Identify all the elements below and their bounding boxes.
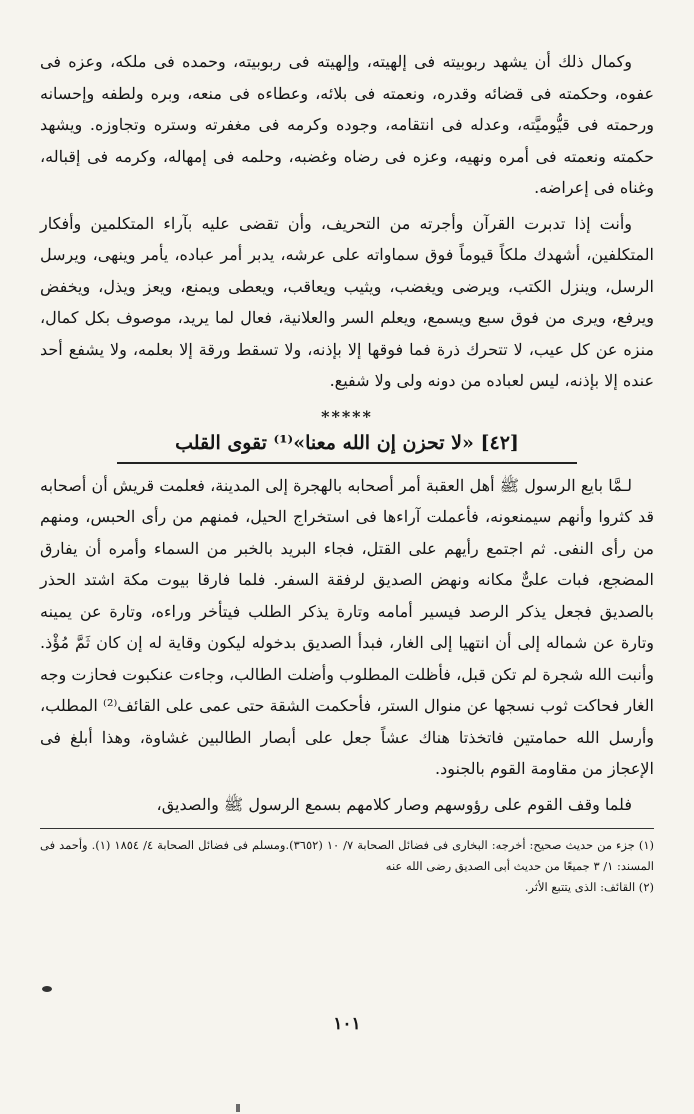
section-paragraph-1: لـمَّا بايع الرسول ﷺ أهل العقبة أمر أصحابه بالهجرة إلى المدينة، فعلمت قريش أن أصحابه قد كثروا وأنهم سيمنعونه، فأعملت آراءها فى استخراج الحيل، فمنهم من رأى الحبس، ومنهم من رأى النفى. ثم اجتمع رأيهم على القتل، فجاء البريد بالخبر من السماء وأمره أن يفارق المضجع، فبات علىٌّ مكانه ونهض الصديق لرفقة السفر. فلما فارقا بيوت مكة اشتد الحذر بالصديق فجعل يذكر الرصد فيسير أمامه وتارة يذكر الطلب فيتأخر وراءه، وتارة عن يمينه وتارة عن شماله إلى أن انتهيا إلى الغار، فبدأ الصديق بدخوله ليكون وقاية له إن كان ثَمَّ مُؤْذ. وأنبت الله شجرة لم تكن قبل، فأظلت المطلوب وأضلت الطالب، وجاءت عنكبوت فحازت وجه الغار فحاكت ثوب نسجها عن منوال الستر، فأحكمت الشقة حتى عمى على القائف⁽²⁾ المطلب، وأرسل الله حمامتين فاتخذتا هناك عشاً جعل على أبصار الطالبين غشاوة، وهذا أبلغ فى الإعجاز من مقاومة القوم بالجنود. [40, 475, 655, 778]
footnotes [40, 835, 654, 898]
page-number: ١٠١ [333, 1014, 361, 1034]
footnote-2: (٢) القائف: الذى يتتبع الأثر. [524, 880, 654, 894]
section-heading [40, 428, 654, 464]
scan-mark [236, 1104, 240, 1112]
intro-paragraph-2: وأنت إذا تدبرت القرآن وأجرته من التحريف، وأن تقضى عليه بآراء المتكلمين وأفكار المتكلفين، أشهدك ملكاً قيوماً فوق سماواته على عرشه، يدبر أمر عباده، يأمر وينهى، ويرسل الرسل، وينزل الكتب، ويرضى ويغضب، ويثيب ويعاقب، ويعطى ويمنع، ويعز ويذل، ويخفض ويرفع، ويرى من فوق سبع ويسمع، ويعلم السر والعلانية، فعال لما يريد، موصوف بكل كمال، منزه عن كل عيب، لا تتحرك ذرة فما فوقها إلا بإذنه، ولا تسقط ورقة إلا بعلمه، ولا يشفع أحد عنده إلا بإذنه، ليس لعباده من دونه ولى ولا شفيع. [40, 213, 655, 390]
footnote-1: (١) جزء من حديث صحيح: أخرجه: البخارى فى فضائل الصحابة ٧/ ١٠ (٣٦٥٢).ومسلم فى فضائل الصحابة ٤/ ١٨٥٤ (١). وأحمد فى المسند: ١/ ٣ جميعًا من حديث أبى الصديق رضى الله عنه [40, 838, 654, 873]
page-body [40, 46, 654, 898]
ink-mark [42, 986, 52, 992]
section-paragraph-2: فلما وقف القوم على رؤوسهم وصار كلامهم بسمع الرسول ﷺ والصديق، [156, 794, 632, 814]
footnote-divider [40, 828, 654, 829]
intro-paragraph-1: وكمال ذلك أن يشهد ربوبيته فى إلهيته، وإلهيته فى ربوبيته، وحمده فى ملكه، وعزه فى عفوه، وحكمته فى قضائه وقدره، ونعمته فى بلائه، وعطاءه فى منعه، وبره ولطفه وإحسانه ورحمته فى قيُّوميَّته، وعدله فى انتقامه، وجوده وكرمه فى مغفرته وستره وتجاوزه. ويشهد حكمته ونعمته فى أمره ونهيه، وعزه فى رضاه وغضبه، وحلمه فى إمهاله، وكرمه فى إقباله، وغناه فى إعراضه. [40, 52, 654, 197]
section-title: [٤٢] «لا تحزن إن الله معنا»⁽¹⁾ تقوى القلب [175, 431, 519, 454]
section-separator: ***** [321, 406, 373, 426]
heading-underline [117, 462, 577, 464]
